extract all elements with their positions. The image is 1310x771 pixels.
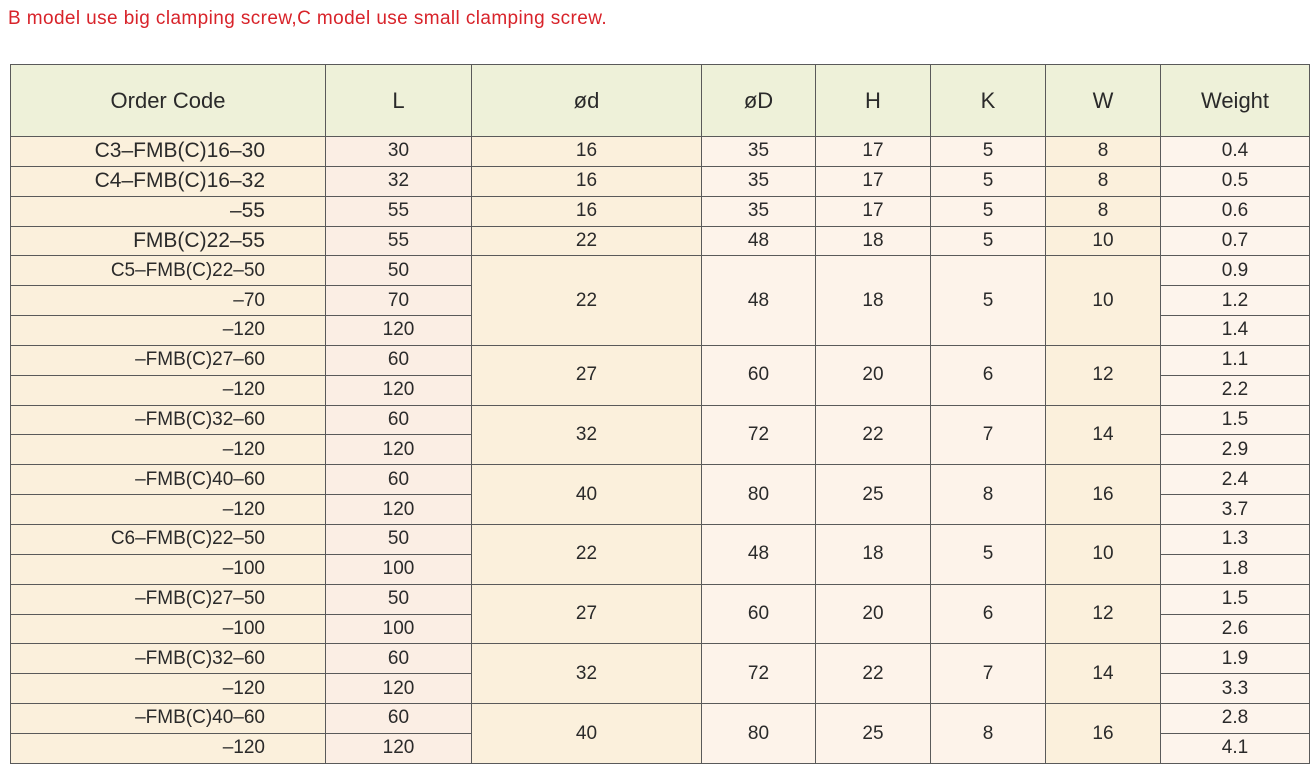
- small-diameter-cell: 22: [472, 256, 702, 346]
- weight-cell: 0.7: [1161, 226, 1310, 256]
- l-cell: 60: [326, 465, 472, 495]
- order-code-cell: C4–FMB(C)16–32: [11, 166, 326, 196]
- header-h: H: [816, 65, 931, 137]
- large-diameter-cell: 72: [702, 405, 816, 465]
- k-cell: 7: [931, 405, 1046, 465]
- table-row: [11, 644, 1310, 674]
- l-cell: 100: [326, 554, 472, 584]
- l-cell: 120: [326, 375, 472, 405]
- small-diameter-cell: 16: [472, 166, 702, 196]
- k-cell: 5: [931, 226, 1046, 256]
- order-code-cell: –FMB(C)32–60: [11, 405, 326, 435]
- l-cell: 60: [326, 405, 472, 435]
- l-cell: 120: [326, 733, 472, 763]
- weight-cell: 1.4: [1161, 316, 1310, 346]
- weight-cell: 0.9: [1161, 256, 1310, 286]
- order-code-cell: –120: [11, 733, 326, 763]
- order-code-cell: –55: [11, 196, 326, 226]
- table-row: [11, 196, 1310, 226]
- l-cell: 120: [326, 316, 472, 346]
- weight-cell: 2.8: [1161, 704, 1310, 734]
- order-code-cell: –100: [11, 614, 326, 644]
- table-row: [11, 137, 1310, 167]
- h-cell: 25: [816, 465, 931, 525]
- large-diameter-cell: 80: [702, 704, 816, 764]
- large-diameter-cell: 48: [702, 524, 816, 584]
- order-code-cell: –FMB(C)32–60: [11, 644, 326, 674]
- l-cell: 60: [326, 345, 472, 375]
- header-large-diameter: øD: [702, 65, 816, 137]
- l-cell: 50: [326, 524, 472, 554]
- large-diameter-cell: 60: [702, 584, 816, 644]
- table-row: [11, 226, 1310, 256]
- small-diameter-cell: 32: [472, 644, 702, 704]
- order-code-cell: –FMB(C)40–60: [11, 704, 326, 734]
- h-cell: 17: [816, 166, 931, 196]
- weight-cell: 1.5: [1161, 584, 1310, 614]
- h-cell: 17: [816, 137, 931, 167]
- small-diameter-cell: 16: [472, 137, 702, 167]
- l-cell: 60: [326, 704, 472, 734]
- weight-cell: 1.2: [1161, 286, 1310, 316]
- w-cell: 8: [1046, 137, 1161, 167]
- weight-cell: 2.2: [1161, 375, 1310, 405]
- w-cell: 12: [1046, 345, 1161, 405]
- table-row: [11, 166, 1310, 196]
- w-cell: 8: [1046, 196, 1161, 226]
- large-diameter-cell: 35: [702, 137, 816, 167]
- l-cell: 55: [326, 226, 472, 256]
- l-cell: 50: [326, 256, 472, 286]
- small-diameter-cell: 32: [472, 405, 702, 465]
- small-diameter-cell: 22: [472, 226, 702, 256]
- weight-cell: 1.5: [1161, 405, 1310, 435]
- large-diameter-cell: 48: [702, 226, 816, 256]
- h-cell: 20: [816, 584, 931, 644]
- small-diameter-cell: 16: [472, 196, 702, 226]
- k-cell: 6: [931, 584, 1046, 644]
- k-cell: 5: [931, 137, 1046, 167]
- weight-cell: 1.1: [1161, 345, 1310, 375]
- header-row: [11, 65, 1310, 137]
- header-weight: Weight: [1161, 65, 1310, 137]
- table-row: [11, 704, 1310, 734]
- l-cell: 30: [326, 137, 472, 167]
- table-row: [11, 405, 1310, 435]
- w-cell: 12: [1046, 584, 1161, 644]
- k-cell: 5: [931, 166, 1046, 196]
- large-diameter-cell: 80: [702, 465, 816, 525]
- h-cell: 20: [816, 345, 931, 405]
- table-row: [11, 584, 1310, 614]
- weight-cell: 1.3: [1161, 524, 1310, 554]
- weight-cell: 1.9: [1161, 644, 1310, 674]
- l-cell: 32: [326, 166, 472, 196]
- l-cell: 70: [326, 286, 472, 316]
- order-code-cell: C6–FMB(C)22–50: [11, 524, 326, 554]
- k-cell: 8: [931, 704, 1046, 764]
- specification-table: [10, 64, 1310, 764]
- clamping-screw-note: B model use big clamping screw,C model use small clamping screw.: [8, 8, 608, 29]
- order-code-cell: FMB(C)22–55: [11, 226, 326, 256]
- order-code-cell: –FMB(C)27–60: [11, 345, 326, 375]
- table-row: [11, 465, 1310, 495]
- table-row: [11, 256, 1310, 286]
- h-cell: 18: [816, 226, 931, 256]
- weight-cell: 3.7: [1161, 495, 1310, 525]
- small-diameter-cell: 27: [472, 584, 702, 644]
- l-cell: 120: [326, 674, 472, 704]
- w-cell: 16: [1046, 704, 1161, 764]
- order-code-cell: C3–FMB(C)16–30: [11, 137, 326, 167]
- order-code-cell: –100: [11, 554, 326, 584]
- order-code-cell: –120: [11, 674, 326, 704]
- k-cell: 5: [931, 196, 1046, 226]
- order-code-cell: –120: [11, 316, 326, 346]
- weight-cell: 0.6: [1161, 196, 1310, 226]
- l-cell: 55: [326, 196, 472, 226]
- w-cell: 16: [1046, 465, 1161, 525]
- weight-cell: 0.5: [1161, 166, 1310, 196]
- l-cell: 60: [326, 644, 472, 674]
- large-diameter-cell: 35: [702, 166, 816, 196]
- l-cell: 50: [326, 584, 472, 614]
- order-code-cell: –120: [11, 375, 326, 405]
- h-cell: 25: [816, 704, 931, 764]
- h-cell: 17: [816, 196, 931, 226]
- weight-cell: 2.4: [1161, 465, 1310, 495]
- h-cell: 18: [816, 256, 931, 346]
- weight-cell: 1.8: [1161, 554, 1310, 584]
- k-cell: 5: [931, 256, 1046, 346]
- large-diameter-cell: 35: [702, 196, 816, 226]
- w-cell: 14: [1046, 405, 1161, 465]
- h-cell: 22: [816, 405, 931, 465]
- l-cell: 100: [326, 614, 472, 644]
- table-row: [11, 345, 1310, 375]
- h-cell: 18: [816, 524, 931, 584]
- large-diameter-cell: 60: [702, 345, 816, 405]
- k-cell: 8: [931, 465, 1046, 525]
- weight-cell: 3.3: [1161, 674, 1310, 704]
- k-cell: 6: [931, 345, 1046, 405]
- small-diameter-cell: 40: [472, 465, 702, 525]
- large-diameter-cell: 48: [702, 256, 816, 346]
- header-order-code: Order Code: [11, 65, 326, 137]
- w-cell: 14: [1046, 644, 1161, 704]
- weight-cell: 0.4: [1161, 137, 1310, 167]
- order-code-cell: –FMB(C)40–60: [11, 465, 326, 495]
- header-w: W: [1046, 65, 1161, 137]
- order-code-cell: –70: [11, 286, 326, 316]
- w-cell: 8: [1046, 166, 1161, 196]
- w-cell: 10: [1046, 226, 1161, 256]
- small-diameter-cell: 40: [472, 704, 702, 764]
- header-small-diameter: ød: [472, 65, 702, 137]
- order-code-cell: –120: [11, 435, 326, 465]
- order-code-cell: –FMB(C)27–50: [11, 584, 326, 614]
- k-cell: 7: [931, 644, 1046, 704]
- w-cell: 10: [1046, 524, 1161, 584]
- large-diameter-cell: 72: [702, 644, 816, 704]
- small-diameter-cell: 22: [472, 524, 702, 584]
- k-cell: 5: [931, 524, 1046, 584]
- header-k: K: [931, 65, 1046, 137]
- order-code-cell: –120: [11, 495, 326, 525]
- weight-cell: 2.6: [1161, 614, 1310, 644]
- h-cell: 22: [816, 644, 931, 704]
- order-code-cell: C5–FMB(C)22–50: [11, 256, 326, 286]
- weight-cell: 2.9: [1161, 435, 1310, 465]
- weight-cell: 4.1: [1161, 733, 1310, 763]
- header-l: L: [326, 65, 472, 137]
- table-row: [11, 524, 1310, 554]
- small-diameter-cell: 27: [472, 345, 702, 405]
- w-cell: 10: [1046, 256, 1161, 346]
- l-cell: 120: [326, 435, 472, 465]
- l-cell: 120: [326, 495, 472, 525]
